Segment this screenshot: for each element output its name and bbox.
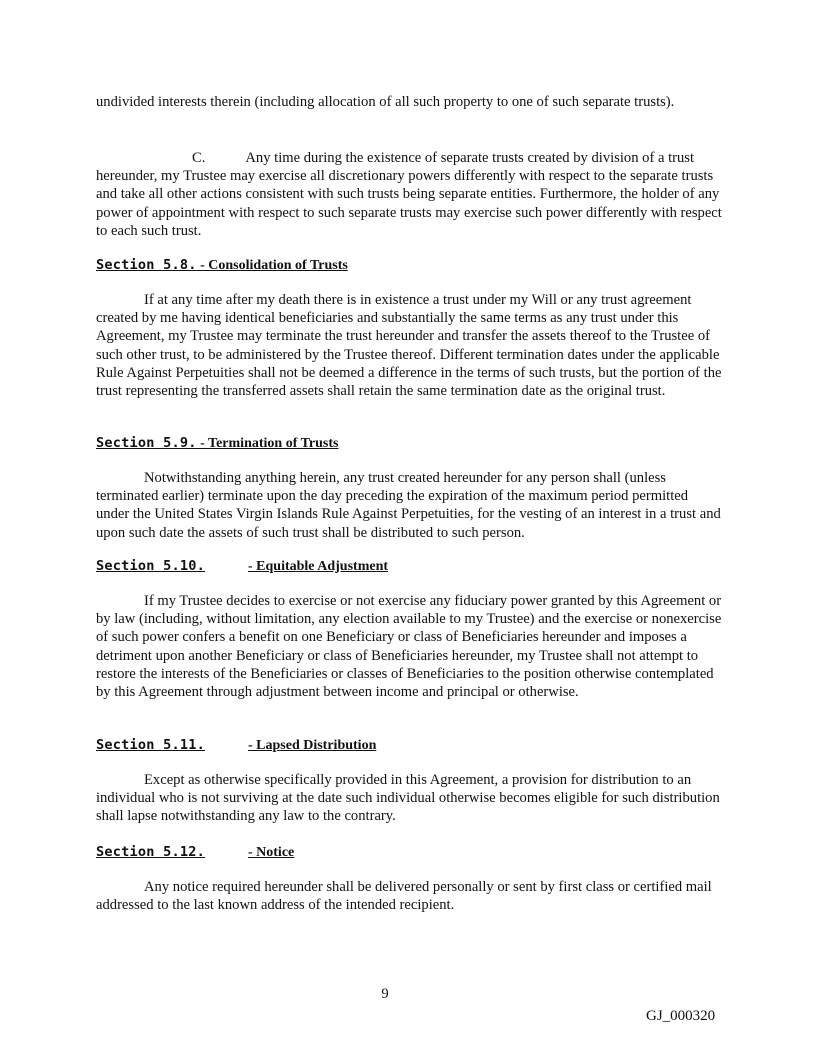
section-title: - Termination of Trusts <box>196 436 339 451</box>
section-5-12-body: Any notice required hereunder shall be delivered personally or sent by first class or certified mail addressed to the last known address of the intended recipient. <box>96 879 712 914</box>
section-number: Section 5.9. <box>96 435 197 451</box>
section-5-8-heading <box>96 256 348 275</box>
section-number: Section 5.12. <box>96 844 205 860</box>
subsection-c-label: C. <box>192 150 206 166</box>
intro-paragraph: undivided interests therein (including allocation of all such property to one of such separate trusts). <box>96 94 675 110</box>
subsection-c-paragraph <box>96 149 724 240</box>
section-5-9-heading <box>96 434 338 453</box>
section-5-10-heading <box>96 557 388 576</box>
section-title: - Notice <box>248 845 295 860</box>
section-title: - Equitable Adjustment <box>248 559 389 574</box>
section-5-8-body: If at any time after my death there is in existence a trust under my Will or any trust agreement created by me having identical beneficiaries and substantially the same terms as any trust under this Agreement, my Trustee may terminate the trust hereunder and transfer the assets thereof to the Trustee of such other trust, to be administered by the Trustee thereof. Different termination dates under the applicable Rule Against Perpetuities shall not be deemed a difference in the terms of such trusts, but the portion of the trust representing the transferred assets shall retain the same termination date as the original trust. <box>96 292 722 400</box>
section-title: - Lapsed Distribution <box>248 738 377 753</box>
section-number: Section 5.8. <box>96 257 197 273</box>
section-5-12-heading <box>96 843 294 862</box>
section-5-9-body: Notwithstanding anything herein, any trust created hereunder for any person shall (unless terminated earlier) terminate upon the day preceding the expiration of the maximum period permitted under the United States Virgin Islands Rule Against Perpetuities, for the vesting of an interest in a trust and upon such date the assets of such trust shall be distributed to such person. <box>96 470 721 541</box>
page-number: 9 <box>381 986 389 1002</box>
bates-number: GJ_000320 <box>646 1008 716 1024</box>
section-number: Section 5.10. <box>96 558 205 574</box>
section-5-11-heading <box>96 736 376 755</box>
section-5-10-body: If my Trustee decides to exercise or not exercise any fiduciary power granted by this Agreement or by law (including, without limitation, any election available to my Trustee) and the exercise or nonexercise of such power confers a benefit on one Beneficiary or class of Beneficiaries hereunder and imposes a detriment upon another Beneficiary or class of Beneficiaries hereunder, my Trustee shall not attempt to restore the interests of the Beneficiaries or classes of Beneficiaries to the position otherwise contemplated by this Agreement through adjustment between income and principal or otherwise. <box>96 593 722 701</box>
subsection-c-text: Any time during the existence of separate trusts created by division of a trust hereunder, my Trustee may exercise all discretionary powers differently with respect to the separate trusts and take all other actions consistent with such trusts being separate entities. Furthermore, the holder of any power of appointment with respect to such separate trusts may exercise such power differently with respect to each such trust. <box>96 150 722 239</box>
section-number: Section 5.11. <box>96 737 205 753</box>
section-title: - Consolidation of Trusts <box>196 258 348 273</box>
section-5-11-body: Except as otherwise specifically provided in this Agreement, a provision for distribution to an individual who is not surviving at the date such individual otherwise becomes eligible for such distribution shall lapse notwithstanding any law to the contrary. <box>96 772 720 825</box>
